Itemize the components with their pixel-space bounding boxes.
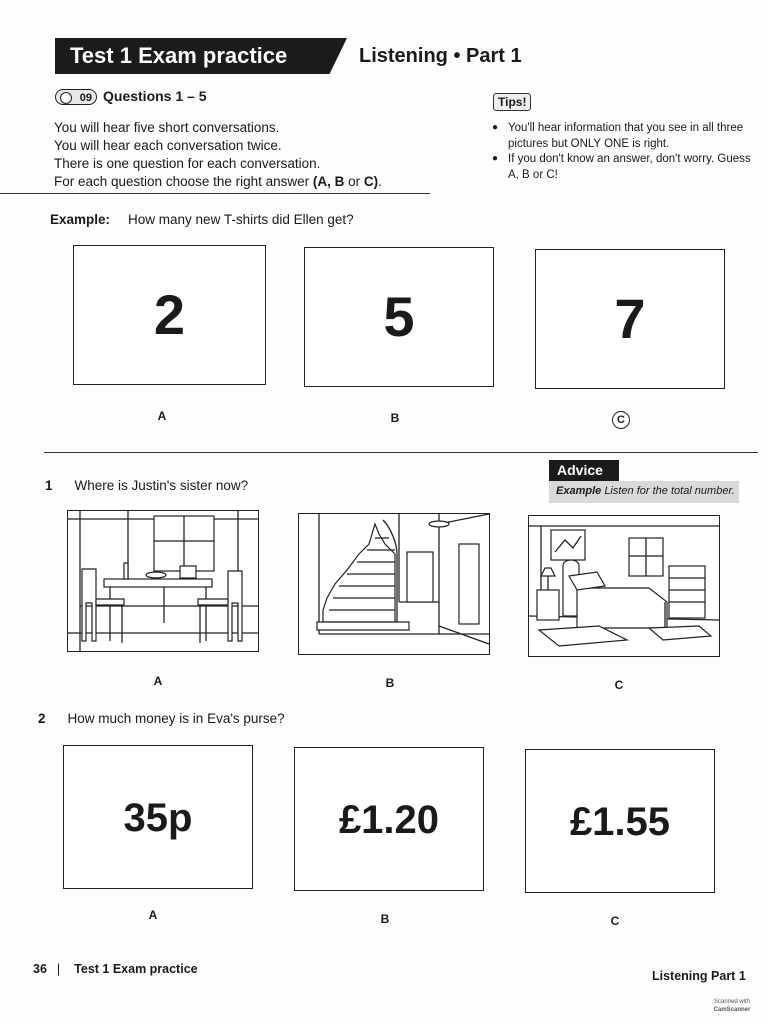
questions-range: Questions 1 – 5	[103, 88, 207, 104]
cd-track-icon	[55, 89, 97, 105]
q2-label-b: B	[380, 912, 390, 926]
instruction-line-1: You will hear five short conversations.	[54, 120, 280, 135]
q2-label-c: C	[610, 914, 620, 928]
q2-option-b[interactable]: £1.20	[294, 747, 484, 891]
q2-option-a[interactable]: 35p	[63, 745, 253, 889]
banner-title: Test 1 Exam practice	[70, 43, 288, 68]
page-number: 36	[33, 962, 47, 976]
bedroom-picture	[529, 516, 719, 656]
example-option-b[interactable]: 5	[304, 247, 494, 387]
scanner-watermark: Scanned with CamScanner	[713, 999, 751, 1013]
q1-label-a: A	[153, 674, 163, 688]
footer-left: 36 | Test 1 Exam practice	[33, 962, 198, 976]
q1-label-b: B	[385, 676, 395, 690]
footer-left-title: Test 1 Exam practice	[74, 962, 198, 976]
instruction-line-2: You will hear each conversation twice.	[54, 138, 282, 153]
cd-track-number: 09	[79, 92, 92, 104]
q1-option-a[interactable]	[67, 510, 259, 652]
tips-badge: Tips!	[493, 93, 531, 111]
example-label-c-circled: C	[612, 411, 630, 429]
example-label-b: B	[390, 411, 400, 425]
tip-item-2: ● If you don't know an answer, don't worry. Guess A, B or C!	[492, 153, 751, 181]
section-title: Listening • Part 1	[359, 45, 522, 67]
instruction-line-3: There is one question for each conversation.	[54, 156, 321, 171]
footer-right-title: Listening Part 1	[652, 969, 746, 983]
dining-room-picture	[68, 511, 258, 651]
q2-label-a: A	[148, 908, 158, 922]
example-option-a[interactable]: 2	[73, 245, 266, 385]
q1-option-b[interactable]	[298, 513, 490, 655]
advice-text: Example Listen for the total number.	[556, 485, 735, 497]
q1-option-c[interactable]	[528, 515, 720, 657]
q2-option-c[interactable]: £1.55	[525, 749, 715, 893]
example-label-a: A	[157, 409, 167, 423]
bullet-icon: ●	[492, 153, 499, 164]
hallway-stairs-picture	[299, 514, 489, 654]
advice-badge: Advice	[549, 460, 619, 481]
instruction-line-4: For each question choose the right answer (A, B or C).	[54, 174, 382, 189]
question-1: 1 Where is Justin's sister now?	[45, 478, 249, 493]
question-2: 2 How much money is in Eva's purse?	[38, 711, 285, 726]
example-question: Example: How many new T-shirts did Ellen get?	[50, 212, 354, 227]
intro-divider	[0, 193, 430, 194]
example-divider	[44, 452, 758, 453]
bullet-icon: ●	[492, 122, 499, 133]
example-option-c[interactable]: 7	[535, 249, 725, 389]
q1-label-c: C	[614, 678, 624, 692]
tip-item-1: ● You'll hear information that you see in all three pictures but ONLY ONE is right.	[492, 122, 744, 150]
